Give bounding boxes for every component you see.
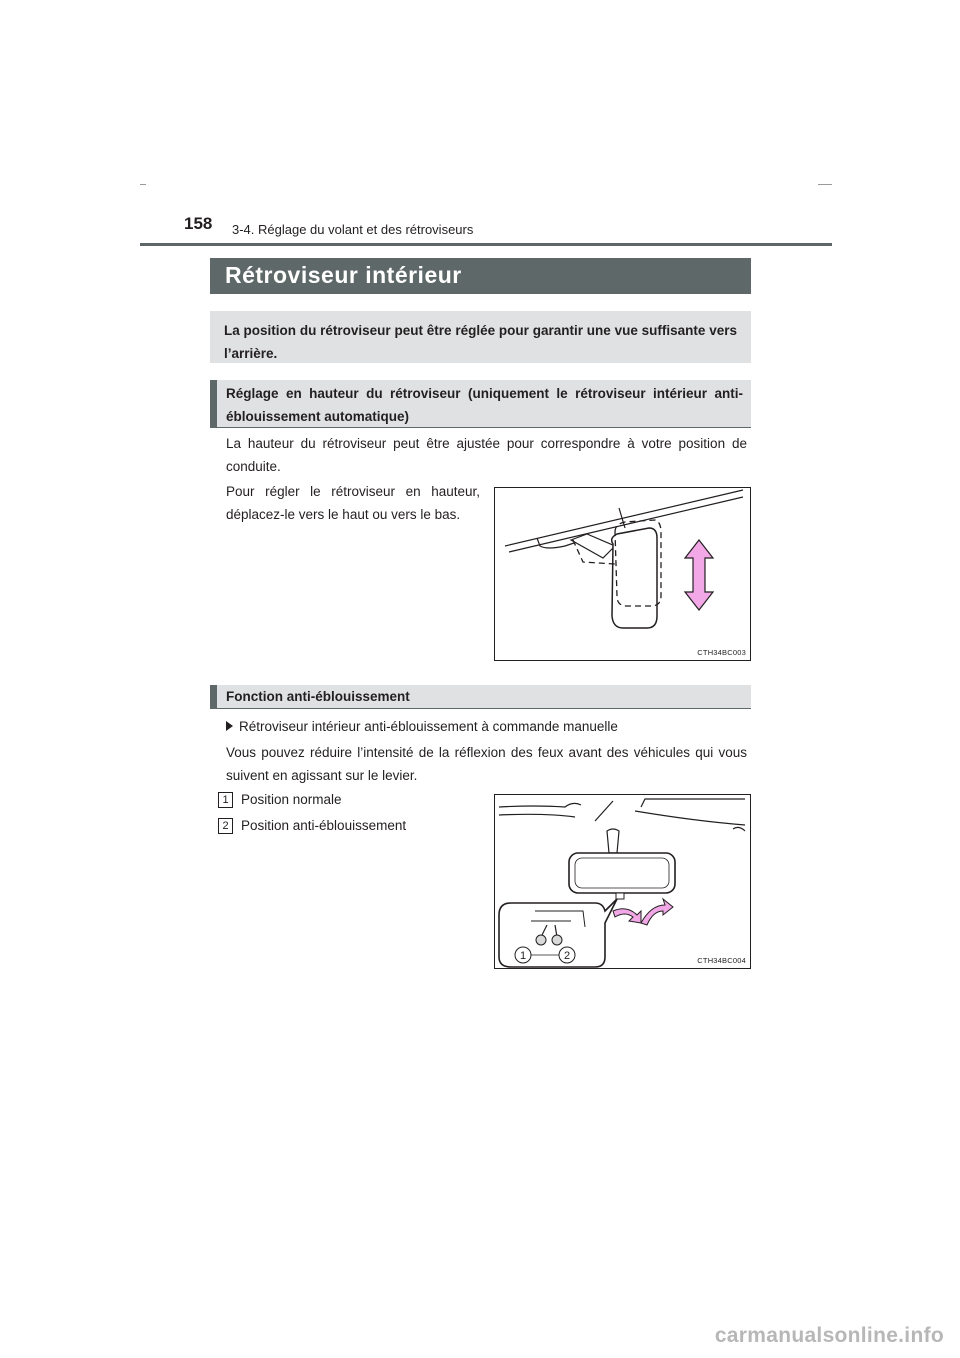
callout-1-label: 1	[519, 950, 527, 962]
mirror-height-illustration	[495, 488, 751, 661]
watermark: carmanualsonline.info	[714, 1324, 944, 1347]
item-label: Position normale	[241, 792, 342, 807]
page-number: 158	[184, 214, 213, 233]
subheading-height-adjust: Réglage en hauteur du rétroviseur (uniquement le rétroviseur intérieur anti-éblouissement automatique)	[210, 380, 751, 428]
crop-mark-right	[818, 184, 832, 185]
figure-mirror-height	[494, 487, 751, 661]
callout-2-label: 2	[563, 950, 571, 962]
figure-code: CTH34BC003	[697, 648, 746, 657]
anti-glare-paragraph: Vous pouvez réduire l’intensité de la réflexion des feux avant des véhicules qui vous suivent en agissant sur le levier.	[226, 745, 747, 783]
page-title: Rétroviseur intérieur	[225, 262, 462, 288]
anti-glare-illustration	[495, 795, 751, 969]
list-item	[218, 790, 342, 810]
height-paragraph-1: La hauteur du rétroviseur peut être ajustée pour correspondre à votre position de conduite.	[226, 436, 747, 474]
bullet-manual-mirror	[226, 715, 618, 738]
triangle-bullet-icon	[226, 721, 233, 731]
list-item	[218, 816, 406, 836]
crop-mark-left	[140, 184, 146, 185]
subheading-anti-glare: Fonction anti-éblouissement	[210, 685, 751, 709]
page-title-bar	[210, 258, 751, 294]
item-number-badge: 2	[218, 818, 233, 834]
item-number-badge: 1	[218, 792, 233, 808]
height-paragraph-2: Pour régler le rétroviseur en hauteur, déplacez-le vers le haut ou vers le bas.	[226, 484, 480, 522]
figure-code: CTH34BC004	[697, 956, 746, 965]
intro-box: La position du rétroviseur peut être réglée pour garantir une vue suffisante vers l’arrière.	[210, 311, 751, 363]
section-reference: 3-4. Réglage du volant et des rétroviseurs	[232, 222, 474, 237]
item-label: Position anti-éblouissement	[241, 818, 407, 833]
figure-anti-glare-lever	[494, 794, 751, 969]
bullet-text: Rétroviseur intérieur anti-éblouissement à commande manuelle	[239, 719, 618, 734]
header-rule	[140, 243, 832, 246]
